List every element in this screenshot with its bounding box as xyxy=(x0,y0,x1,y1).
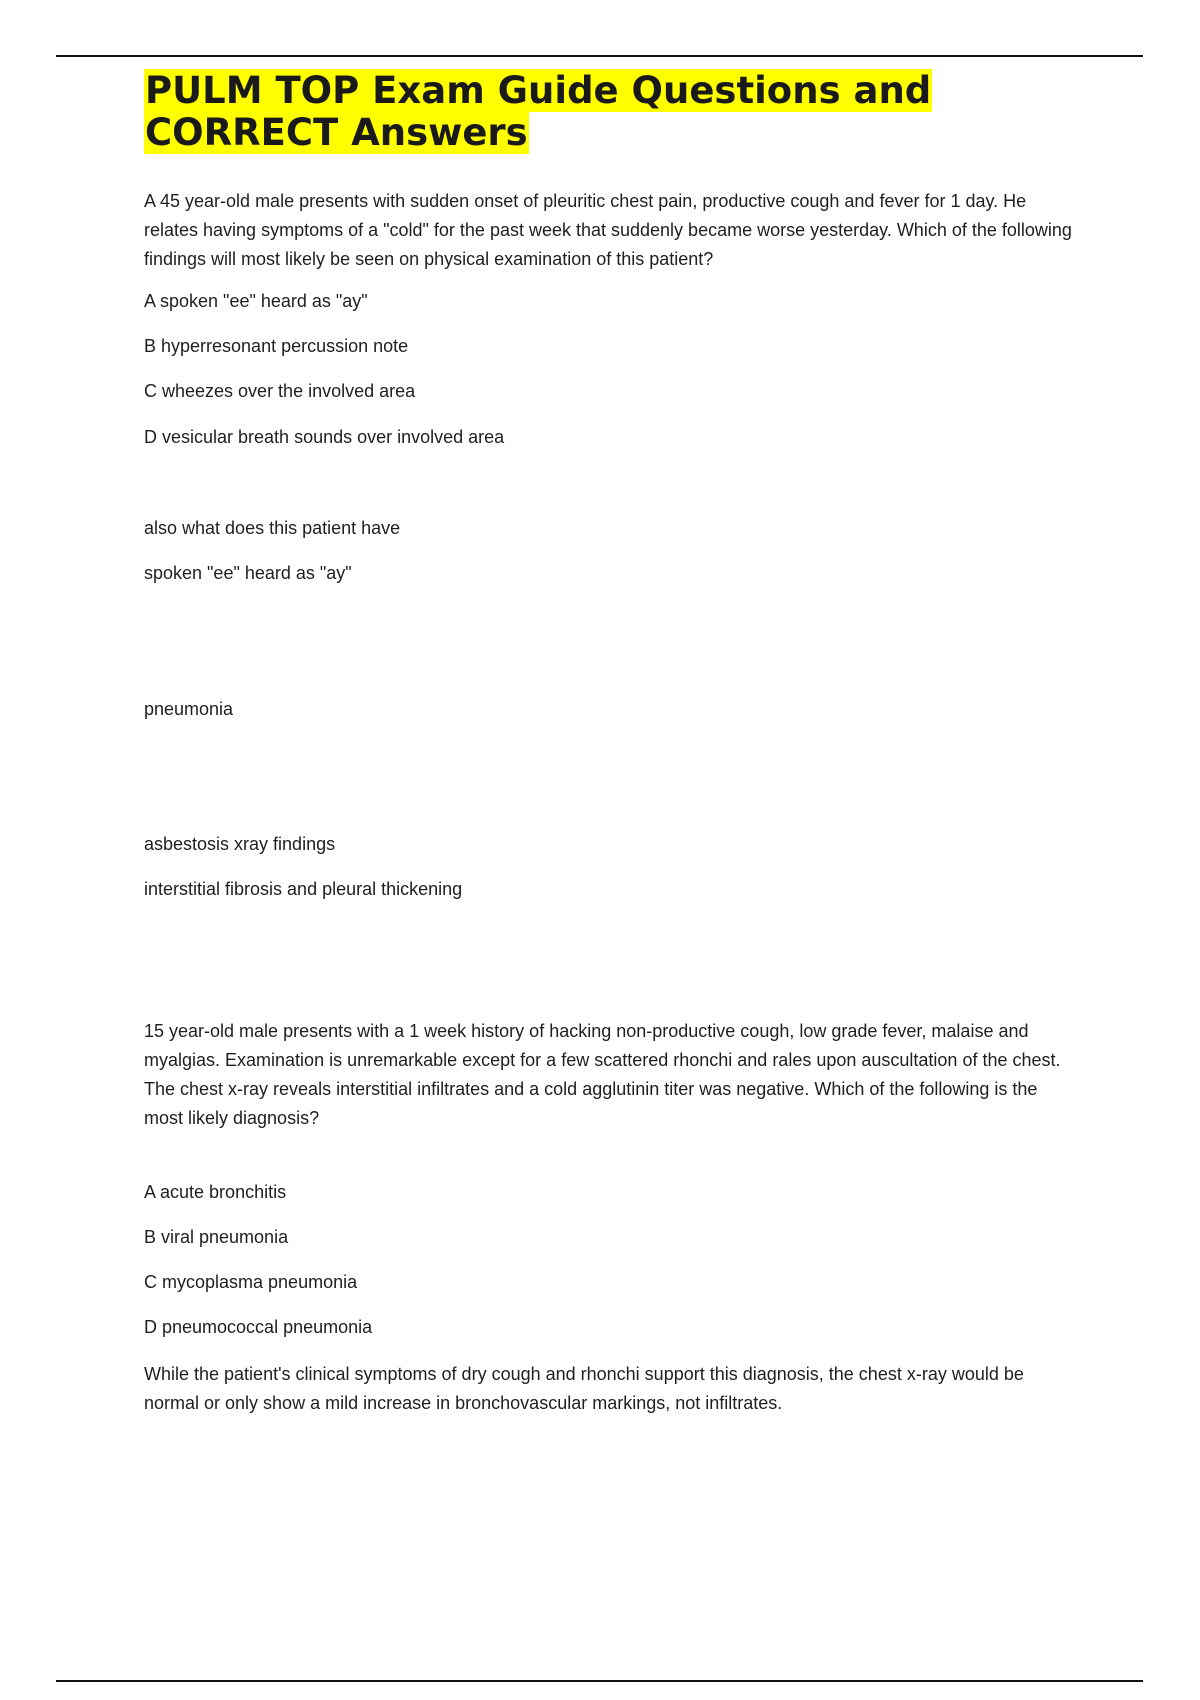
document-body xyxy=(144,69,1074,1413)
question-1-option-a: A spoken "ee" heard as "ay" xyxy=(144,291,368,311)
document-title xyxy=(144,70,1074,154)
question-3-option-d: D pneumococcal pneumonia xyxy=(144,1317,373,1337)
question-1-followup-answer: pneumonia xyxy=(144,699,234,719)
bottom-rule xyxy=(56,1680,1143,1682)
question-3-text: 15 year-old male presents with a 1 week history of hacking non-productive cough, low grade fever, malaise and myalgias. Examination is unremarkable except for a few scattered rhonchi and rales upon auscultation of the chest. The chest x-ray reveals interstitial infiltrates and a cold agglutinin titer was negative. Which of the following is the most likely diagnosis? xyxy=(144,1021,1061,1128)
question-3-option-b: B viral pneumonia xyxy=(144,1227,289,1247)
top-rule xyxy=(56,55,1143,57)
question-3-option-c: C mycoplasma pneumonia xyxy=(144,1272,358,1292)
title-highlight: PULM TOP Exam Guide Questions and CORRECT Answers xyxy=(145,69,932,154)
question-1-answer: spoken "ee" heard as "ay" xyxy=(144,563,352,583)
question-3-option-a: A acute bronchitis xyxy=(144,1182,287,1202)
question-1-text: A 45 year-old male presents with sudden onset of pleuritic chest pain, productive cough and fever for 1 day. He relates having symptoms of a "cold" for the past week that suddenly became worse yesterday. Which of the following findings will most likely be seen on physical examination of this patient? xyxy=(144,191,1072,269)
question-3-explanation: While the patient's clinical symptoms of dry cough and rhonchi support this diagnosis, the chest x-ray would be normal or only show a mild increase in bronchovascular markings, not infiltrates. xyxy=(144,1364,1024,1413)
question-2-answer: interstitial fibrosis and pleural thickening xyxy=(144,879,463,899)
question-1-option-c: C wheezes over the involved area xyxy=(144,381,416,401)
question-1-option-d: D vesicular breath sounds over involved area xyxy=(144,427,505,447)
question-2-text: asbestosis xray findings xyxy=(144,834,336,854)
question-1-option-b: B hyperresonant percussion note xyxy=(144,336,409,356)
question-1-followup: also what does this patient have xyxy=(144,518,401,538)
